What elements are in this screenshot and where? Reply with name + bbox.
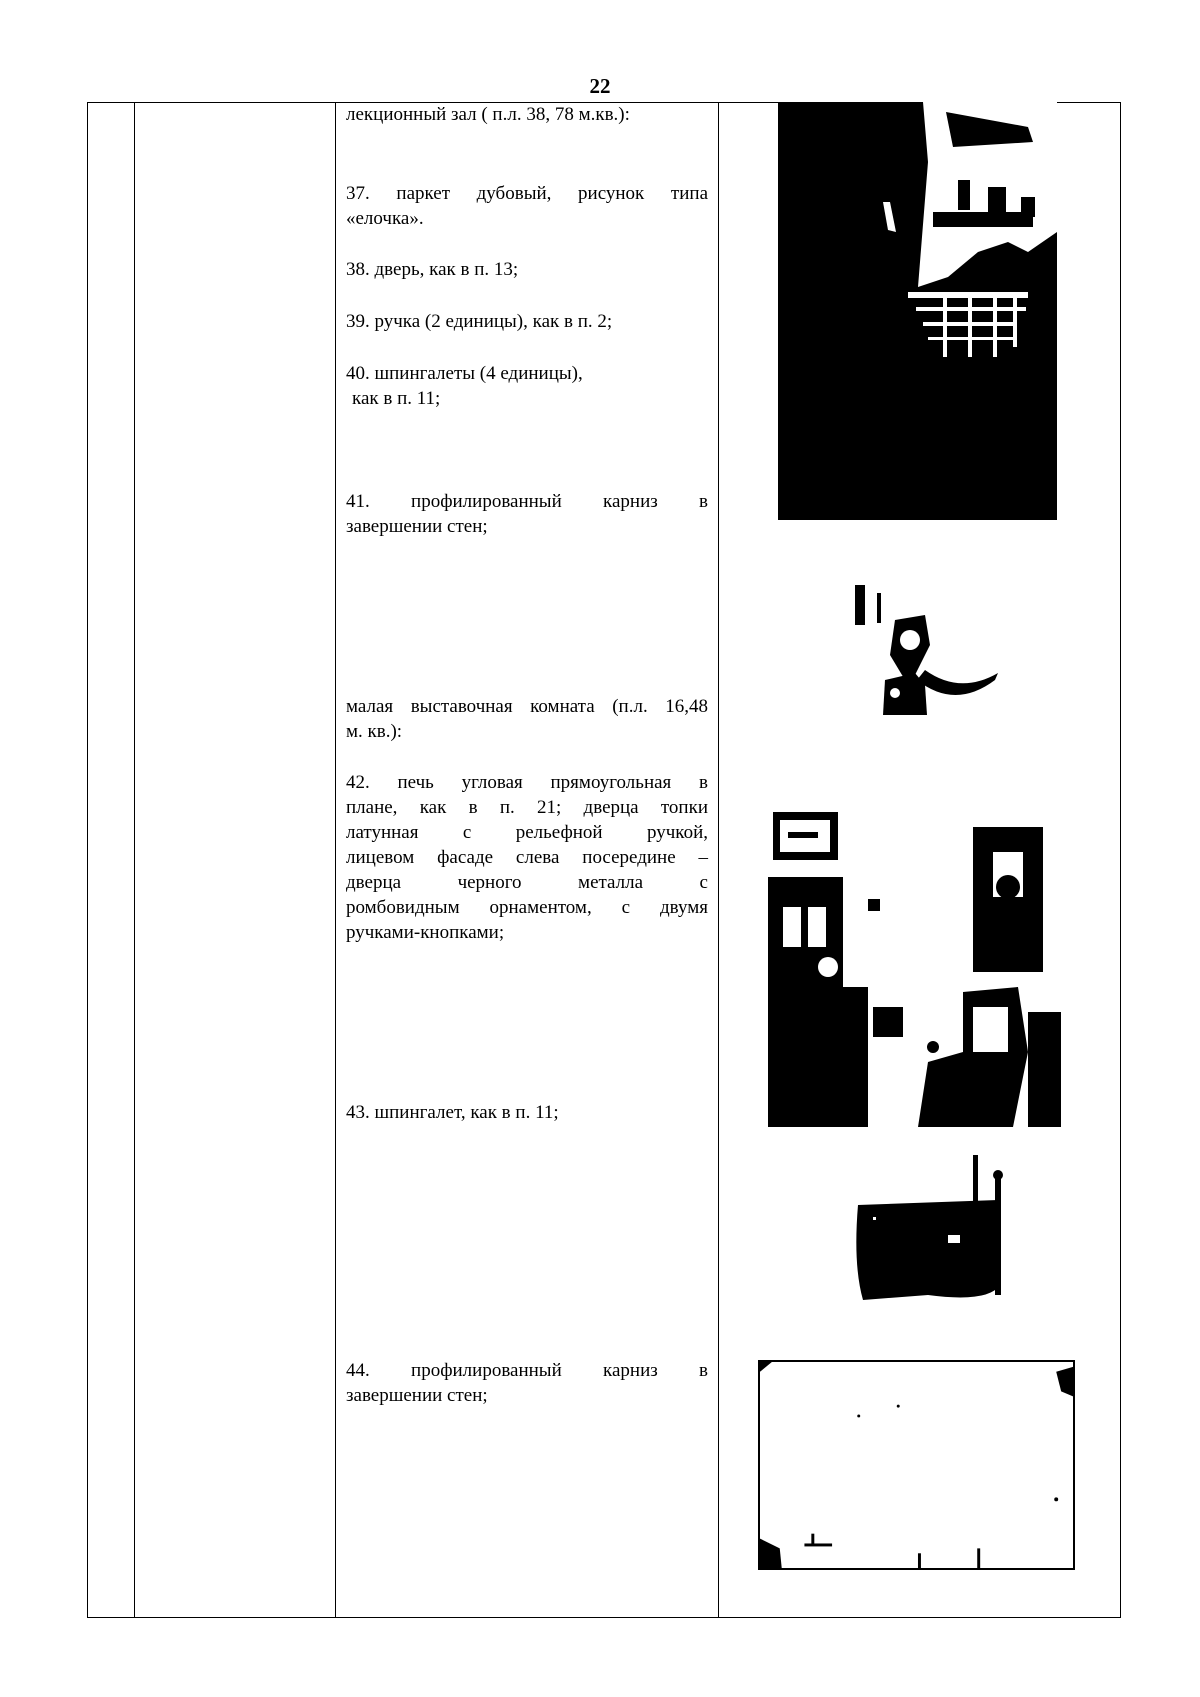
page-number: 22 [589,74,611,98]
cornice-photo [758,1360,1075,1570]
item-42-line: лицевом фасаде слева посередине – [346,847,708,868]
item-38: 38. дверь, как в п. 13; [346,259,519,280]
item-42-line: ручками-кнопками; [346,922,505,943]
item-44-line1: 44. профилированный карниз в [346,1360,708,1381]
item-41-line2: завершении стен; [346,516,488,537]
item-44-line2: завершении стен; [346,1385,488,1406]
lecture-hall-photo [778,102,1057,520]
item-42-line: ромбовидным орнаментом, с двумя [346,897,708,918]
item-37-line2: «елочка». [346,208,424,229]
room-title-line2: м. кв.): [346,721,403,742]
item-42-line: дверца черного металла с [346,872,708,893]
small-exhibition-room-title [346,694,708,744]
item-42-line: плане, как в п. 21; дверца топки [346,797,708,818]
stove-door-photo [848,1155,1013,1305]
column-divider [718,103,719,1617]
item-41 [346,489,708,539]
item-37 [346,181,708,231]
item-41-line1: 41. профилированный карниз в [346,491,708,512]
item-37-line1: 37. паркет дубовый, рисунок типа [346,183,708,204]
item-40 [346,361,708,411]
item-39: 39. ручка (2 единицы), как в п. 2; [346,311,613,332]
item-42-line: 42. печь угловая прямоугольная в [346,772,708,793]
item-40-line1: 40. шпингалеты (4 единицы), [346,363,583,384]
item-42 [346,770,708,945]
item-44 [346,1358,708,1408]
door-handle-photo [855,585,1010,715]
small-exhibition-room-photo [768,812,1061,1127]
item-40-line2: как в п. 11; [352,388,441,409]
column-divider [134,103,135,1617]
column-divider [335,103,336,1617]
item-43: 43. шпингалет, как в п. 11; [346,1102,559,1123]
item-42-line: латунная с рельефной ручкой, [346,822,708,843]
room-title-line1: малая выставочная комната (п.л. 16,48 [346,696,708,717]
lecture-hall-title: лекционный зал ( п.л. 38, 78 м.кв.): [346,104,630,125]
